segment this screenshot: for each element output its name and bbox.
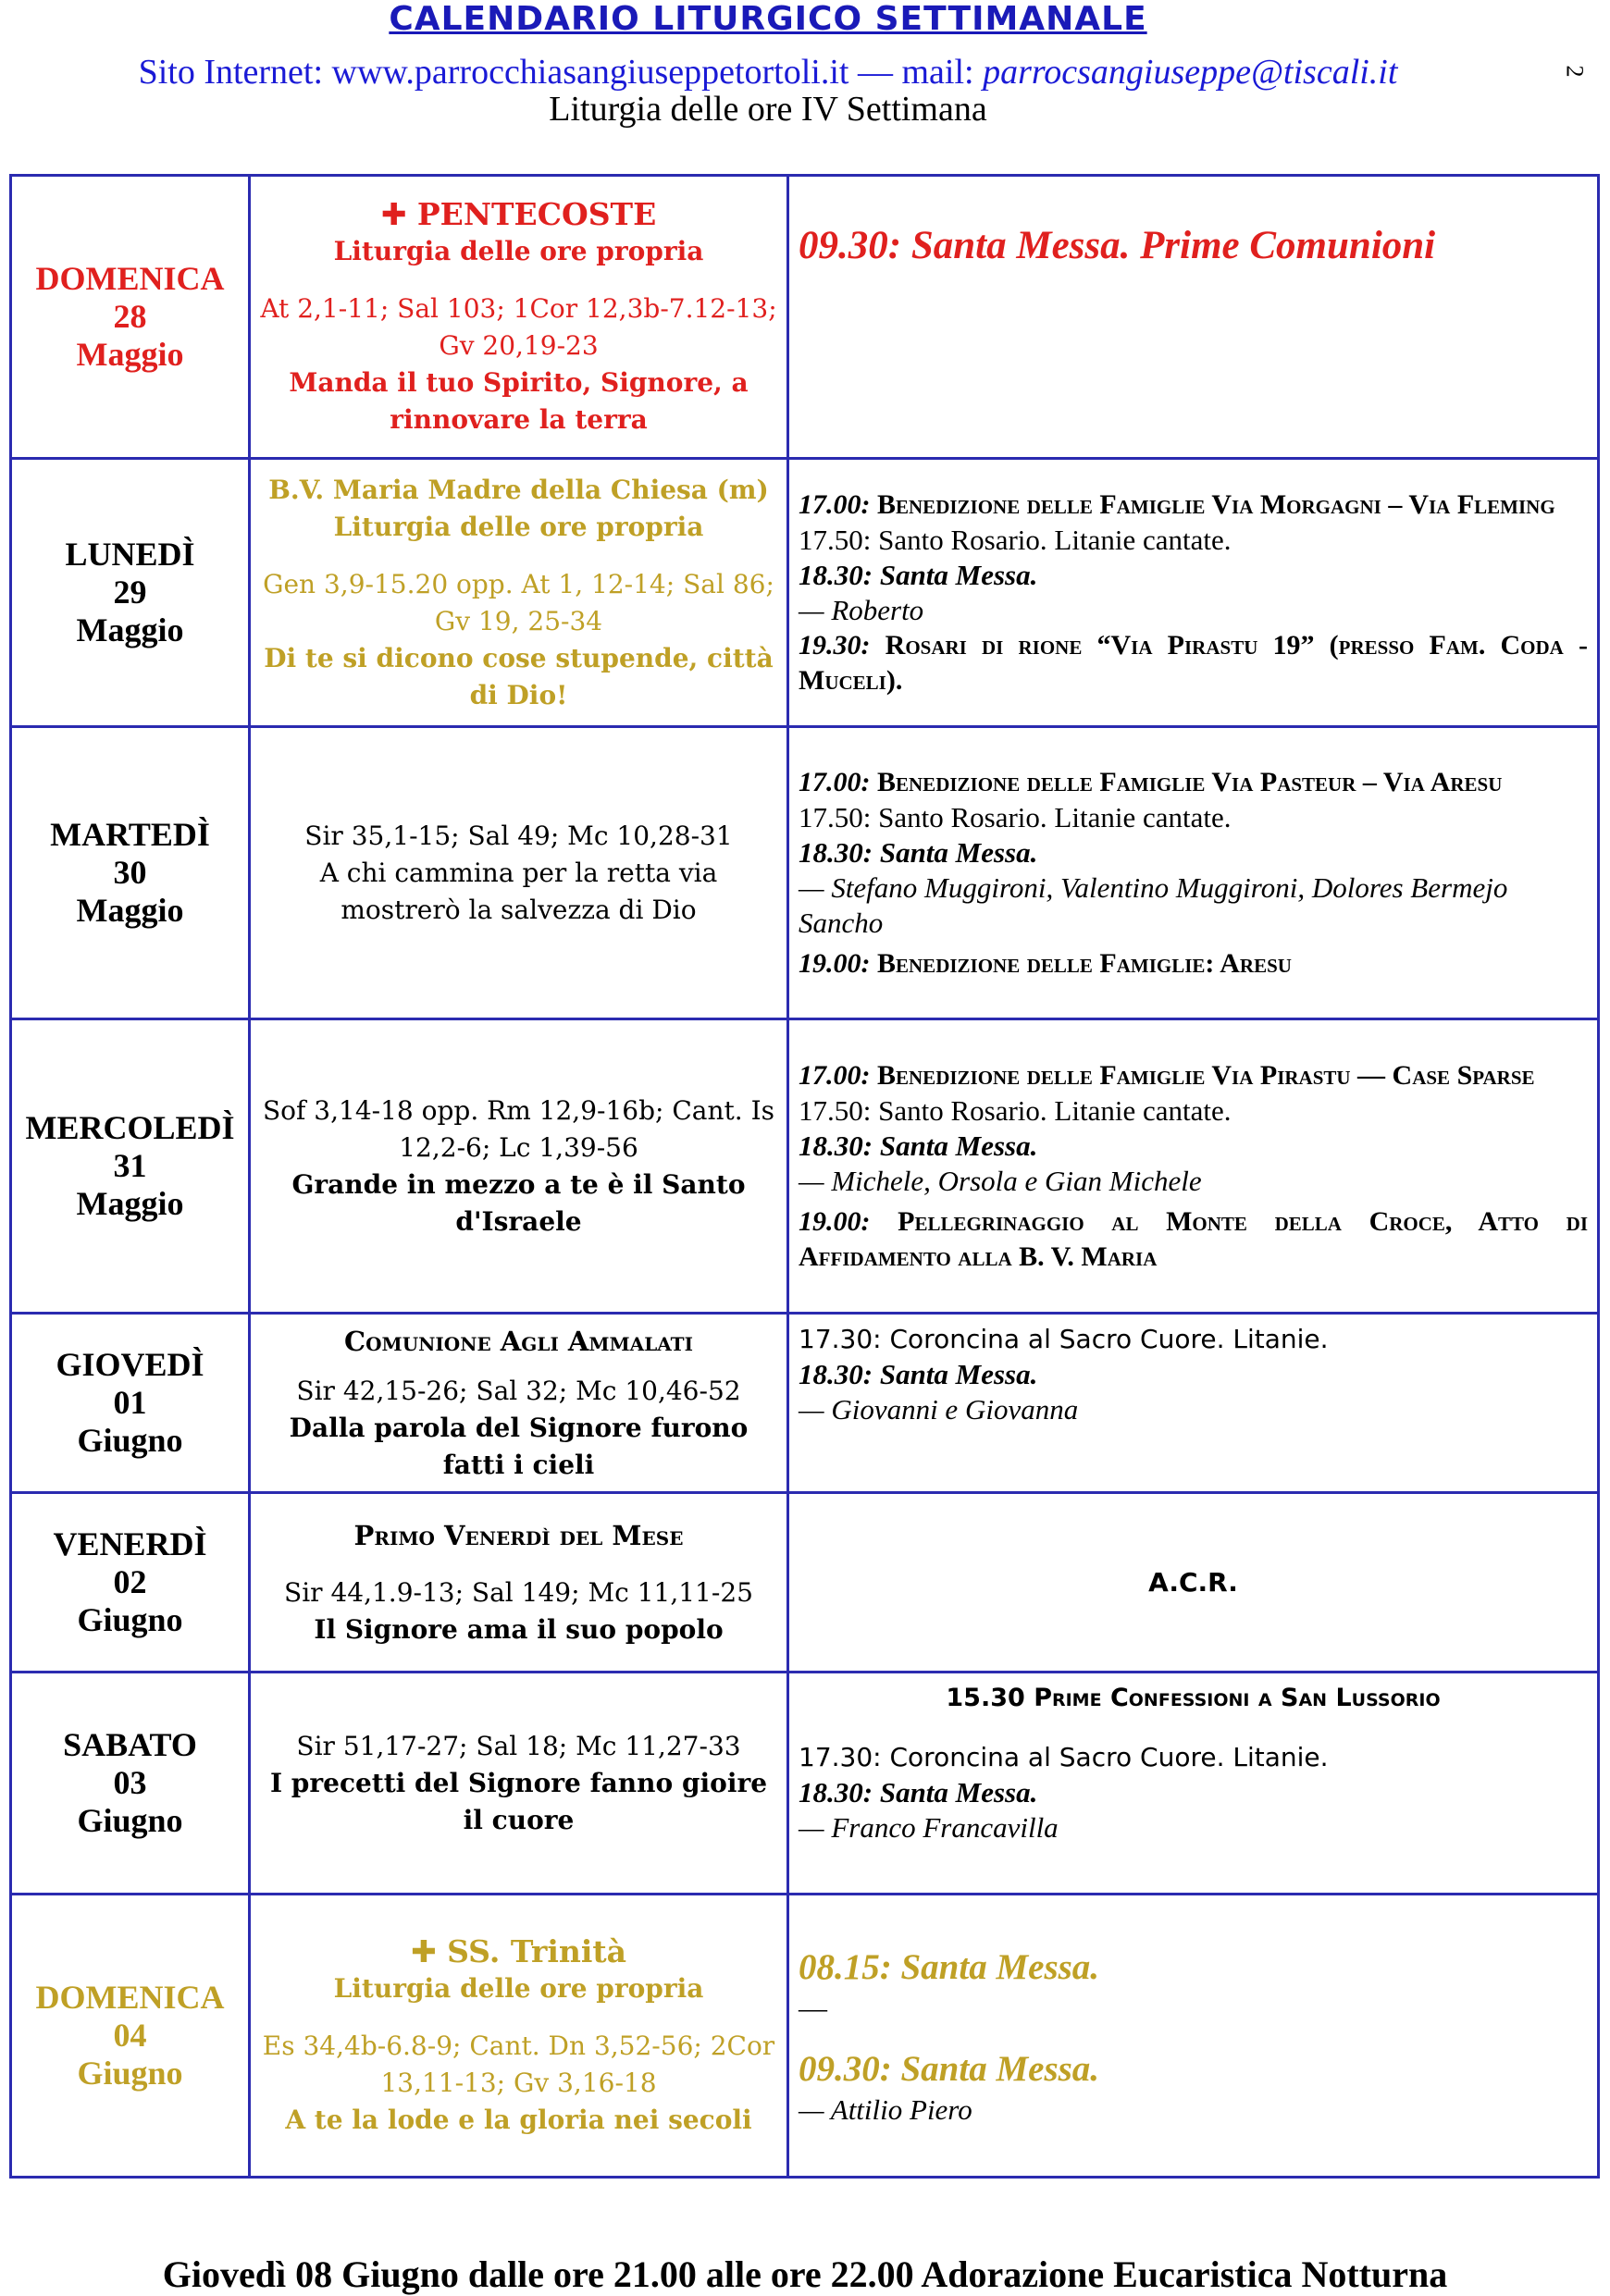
psalm-response: Manda il tuo Spirito, Signore, a rinnovare la terra — [289, 366, 749, 435]
feast-title: Comunione Agli Ammalati — [344, 1325, 693, 1357]
readings: Gen 3,9-15.20 opp. At 1, 12-14; Sal 86; Gv 19, 25-34 — [263, 568, 774, 636]
psalm-response: Dalla parola del Signore furono fatti i cieli — [289, 1412, 749, 1480]
day-month: Giugno — [77, 1802, 183, 1839]
day-cell — [11, 1493, 250, 1673]
table-row — [11, 1019, 1599, 1314]
readings: Sir 51,17-27; Sal 18; Mc 11,27-33 — [296, 1730, 741, 1761]
event-chaplet: 17.30: Coroncina al Sacro Cuore. Litanie. — [799, 1742, 1329, 1772]
readings: Sir 42,15-26; Sal 32; Mc 10,46-52 — [296, 1375, 741, 1406]
readings: At 2,1-11; Sal 103; 1Cor 12,3b-7.12-13; Gv 20,19-23 — [260, 292, 777, 361]
mass-intention: — Franco Francavilla — [799, 1811, 1059, 1844]
day-name: VENERDÌ — [53, 1525, 207, 1562]
site-text[interactable]: Sito Internet: www.parrocchiasangiuseppetortoli.it — mail: — [138, 53, 984, 92]
events-cell — [788, 1673, 1599, 1895]
event-rosary-district: 19.30: Rosari di rione “Via Pirastu 19” (presso Fam. Coda - Muceli). — [799, 629, 1588, 696]
liturgy-cell — [250, 459, 788, 727]
day-number: 04 — [113, 2017, 147, 2054]
table-row — [11, 1895, 1599, 2178]
table-row — [11, 1314, 1599, 1493]
liturgy-cell — [250, 727, 788, 1019]
feast-subtitle: Liturgia delle ore propria — [333, 511, 704, 542]
feast-title: Primo Venerdì del Mese — [353, 1519, 684, 1551]
event-acr: A.C.R. — [1148, 1566, 1238, 1598]
readings: Sir 44,1.9-13; Sal 149; Mc 11,11-25 — [284, 1576, 753, 1608]
event-blessing: 17.00: Benedizione delle Famiglie Via Pirastu — Case Sparse — [799, 1059, 1535, 1091]
day-name: MERCOLEDÌ — [25, 1109, 235, 1146]
event-mass: 18.30: Santa Messa. — [799, 1776, 1038, 1808]
table-row — [11, 1493, 1599, 1673]
day-month: Maggio — [76, 892, 184, 929]
event-rosary: 17.50: Santo Rosario. Litanie cantate. — [799, 800, 1232, 833]
feast-title: ✚ SS. Trinità — [410, 1932, 627, 1969]
event-mass: 09.30: Santa Messa. Prime Comunioni — [799, 224, 1436, 267]
feast-title: ✚ PENTECOSTE — [380, 195, 657, 232]
calendar-title: CALENDARIO LITURGICO SETTIMANALE — [389, 0, 1147, 38]
event-mass: 18.30: Santa Messa. — [799, 558, 1038, 591]
table-row — [11, 459, 1599, 727]
psalm-response: Il Signore ama il suo popolo — [314, 1613, 724, 1645]
day-month: Giugno — [77, 1601, 183, 1638]
mass-intention: — — [799, 1991, 827, 2024]
events-cell — [788, 1019, 1599, 1314]
psalm-response: A te la lode e la gloria nei secoli — [285, 2104, 752, 2135]
feast-title: B.V. Maria Madre della Chiesa (m) — [268, 474, 769, 505]
events-cell — [788, 1493, 1599, 1673]
day-name: DOMENICA — [35, 1979, 225, 2016]
psalm-response: Di te si dicono cose stupende, città di Dio! — [264, 642, 774, 710]
readings: Sof 3,14-18 opp. Rm 12,9-16b; Cant. Is 12,2-6; Lc 1,39-56 — [263, 1094, 774, 1163]
mass-intention: — Giovanni e Giovanna — [799, 1393, 1079, 1426]
events-cell — [788, 176, 1599, 459]
day-month: Giugno — [77, 1422, 183, 1459]
liturgy-cell — [250, 1019, 788, 1314]
liturgy-cell — [250, 1314, 788, 1493]
liturgy-cell — [250, 1673, 788, 1895]
event-mass: 18.30: Santa Messa. — [799, 1129, 1038, 1162]
cross-icon: ✚ — [410, 1932, 448, 1969]
day-number: 30 — [113, 854, 147, 891]
day-name: DOMENICA — [35, 260, 225, 297]
liturgy-cell — [250, 1493, 788, 1673]
day-cell — [11, 1314, 250, 1493]
day-cell — [11, 459, 250, 727]
table-row — [11, 176, 1599, 459]
event-pilgrimage: 19.00: Pellegrinaggio al Monte della Croce, Atto di Affidamento alla B. V. Maria — [799, 1205, 1588, 1272]
psalm-response: Grande in mezzo a te è il Santo d'Israele — [291, 1168, 746, 1237]
event-mass-early: 08.15: Santa Messa. — [799, 1946, 1100, 1987]
psalm-response: A chi cammina per la retta via mostrerò la salvezza di Dio — [319, 857, 718, 925]
day-name: LUNEDÌ — [65, 536, 195, 573]
readings: Sir 35,1-15; Sal 49; Mc 10,28-31 — [304, 820, 733, 851]
events-cell — [788, 727, 1599, 1019]
feast-subtitle: Liturgia delle ore propria — [333, 235, 704, 266]
events-cell — [788, 1895, 1599, 2178]
day-month: Maggio — [76, 611, 184, 648]
day-number: 31 — [113, 1147, 147, 1184]
day-cell — [11, 727, 250, 1019]
day-number: 29 — [113, 574, 147, 611]
event-rosary: 17.50: Santo Rosario. Litanie cantate. — [799, 523, 1232, 556]
day-month: Giugno — [77, 2055, 183, 2092]
day-month: Maggio — [76, 1185, 184, 1222]
site-line — [0, 52, 1536, 93]
event-mass: 18.30: Santa Messa. — [799, 1358, 1038, 1390]
psalm-response: I precetti del Signore fanno gioire il cuore — [269, 1767, 768, 1835]
event-blessing: 17.00: Benedizione delle Famiglie Via Pasteur – Via Aresu — [799, 766, 1503, 797]
day-number: 28 — [113, 298, 147, 335]
feast-subtitle: Liturgia delle ore propria — [333, 1972, 704, 2004]
mail-link[interactable]: parrocsangiuseppe@tiscali.it — [983, 53, 1398, 92]
event-rosary: 17.50: Santo Rosario. Litanie cantate. — [799, 1093, 1232, 1127]
day-number: 01 — [113, 1384, 147, 1421]
day-cell — [11, 176, 250, 459]
events-cell — [788, 1314, 1599, 1493]
table-row — [11, 1673, 1599, 1895]
day-month: Maggio — [76, 336, 184, 373]
liturgy-cell — [250, 1895, 788, 2178]
liturgy-cell — [250, 176, 788, 459]
mass-intention-2: — Attilio Piero — [799, 2092, 972, 2126]
event-blessing: 17.00: Benedizione delle Famiglie Via Morgagni – Via Fleming — [799, 488, 1555, 520]
day-cell — [11, 1019, 250, 1314]
day-cell — [11, 1895, 250, 2178]
day-name: SABATO — [63, 1726, 197, 1763]
event-chaplet: 17.30: Coroncina al Sacro Cuore. Litanie. — [799, 1324, 1329, 1354]
event-blessing-2: 19.00: Benedizione delle Famiglie: Aresu — [799, 947, 1292, 979]
page-number: 2 — [1561, 65, 1589, 78]
day-name: MARTEDÌ — [50, 816, 210, 853]
readings: Es 34,4b-6.8-9; Cant. Dn 3,52-56; 2Cor 13,11-13; Gv 3,16-18 — [262, 2030, 775, 2098]
mass-intention: — Stefano Muggironi, Valentino Muggironi, Dolores Bermejo Sancho — [799, 870, 1508, 939]
events-cell — [788, 459, 1599, 727]
day-number: 03 — [113, 1764, 147, 1801]
mass-intention: — Michele, Orsola e Gian Michele — [799, 1164, 1202, 1197]
footer-note: Giovedì 08 Giugno dalle ore 21.00 alle ore 22.00 Adorazione Eucaristica Notturna — [162, 2253, 1448, 2295]
day-name: GIOVEDÌ — [56, 1346, 204, 1383]
mass-intention: — Roberto — [799, 593, 924, 626]
event-confessions: 15.30 Prime Confessioni a San Lussorio — [946, 1684, 1441, 1712]
liturgy-week: Liturgia delle ore IV Settimana — [549, 90, 987, 129]
event-mass: 18.30: Santa Messa. — [799, 835, 1038, 869]
day-number: 02 — [113, 1563, 147, 1600]
event-mass: 09.30: Santa Messa. — [799, 2048, 1100, 2089]
table-row — [11, 727, 1599, 1019]
day-cell — [11, 1673, 250, 1895]
cross-icon: ✚ — [380, 195, 417, 232]
calendar-table — [9, 174, 1600, 2179]
